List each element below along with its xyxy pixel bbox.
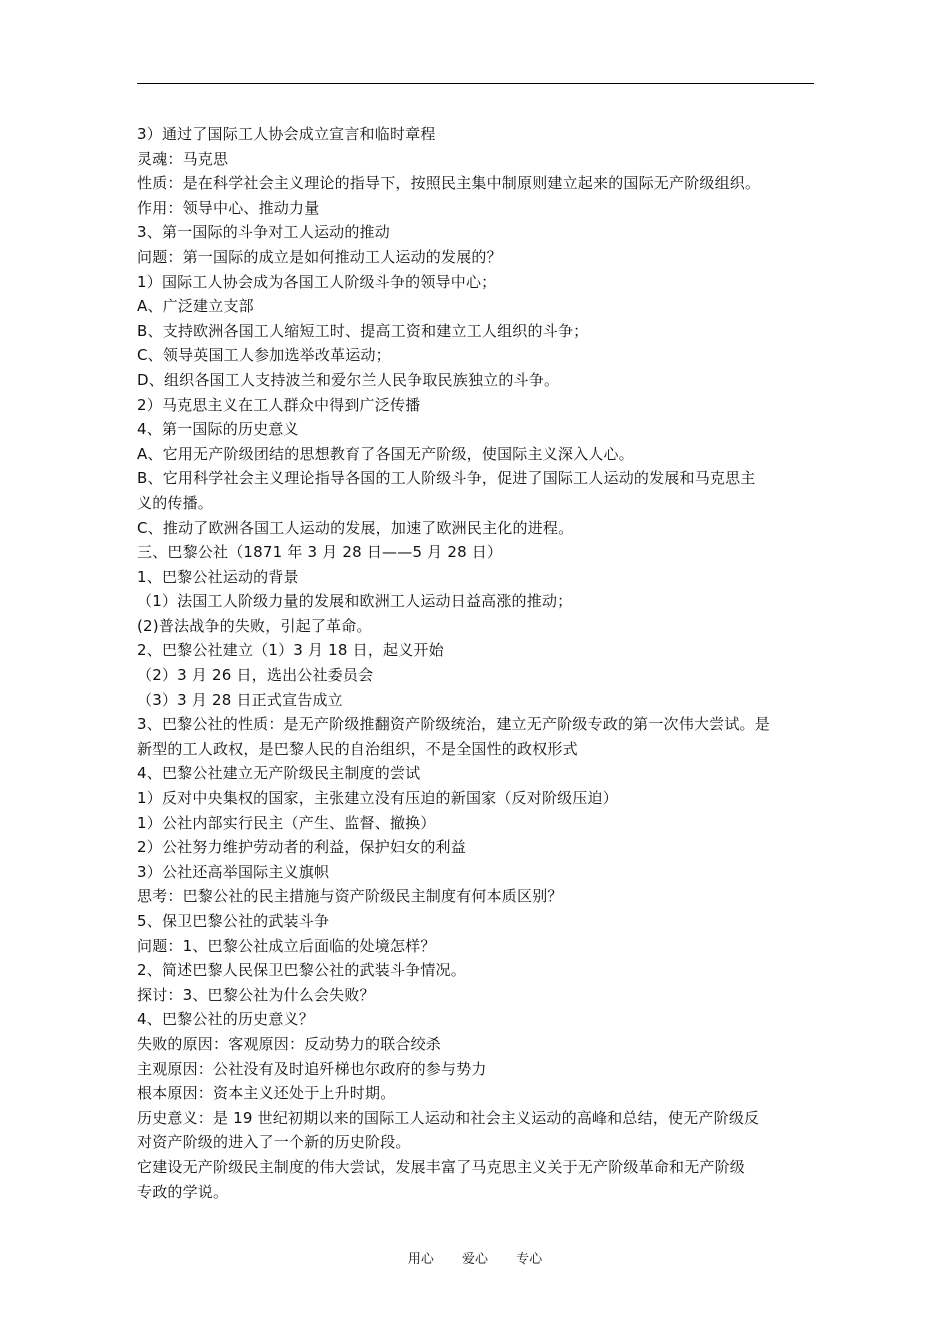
text-line: 1）公社内部实行民主（产生、监督、撤换） [137, 813, 436, 832]
text-line: 4、巴黎公社的历史意义？ [137, 1010, 314, 1029]
footer-word: 用心 [407, 1252, 434, 1267]
footer-word: 专心 [516, 1252, 543, 1267]
text-line: A、广泛建立支部 [137, 297, 254, 316]
text-line: 历史意义：是 19 世纪初期以来的国际工人运动和社会主义运动的高峰和总结，使无产阶级反 [137, 1108, 760, 1127]
text-line: 失败的原因：客观原因：反动势力的联合绞杀 [137, 1034, 442, 1053]
text-line: 5、保卫巴黎公社的武装斗争 [137, 912, 330, 930]
text-line: 1）反对中央集权的国家，主张建立没有压迫的新国家（反对阶级压迫） [137, 789, 618, 808]
header-rule [137, 83, 814, 84]
text-line: 性质：是在科学社会主义理论的指导下，按照民主集中制原则建立起来的国际无产阶级组织。 [137, 174, 761, 193]
text-line: B、支持欧洲各国工人缩短工时、提高工资和建立工人组织的斗争； [137, 321, 589, 340]
body-text [137, 122, 817, 1204]
text-line: 它建设无产阶级民主制度的伟大尝试，发展丰富了马克思主义关于无产阶级革命和无产阶级 [137, 1157, 746, 1176]
text-line: 义的传播。 [137, 493, 214, 512]
text-line: C、领导英国工人参加选举改革运动； [137, 346, 391, 365]
text-line: 1）国际工人协会成为各国工人阶级斗争的领导中心； [137, 272, 497, 291]
text-line: 2、简述巴黎人民保卫巴黎公社的武装斗争情况。 [137, 961, 466, 980]
text-line: 主观原因：公社没有及时追歼梯也尔政府的参与势力 [137, 1059, 487, 1078]
text-line: 作用：领导中心、推动力量 [137, 198, 320, 217]
text-line: (2)普法战争的失败，引起了革命。 [137, 616, 372, 635]
text-line: （3）3 月 28 日正式宣告成立 [137, 690, 343, 709]
text-line: （1）法国工人阶级力量的发展和欧洲工人运动日益高涨的推动； [137, 592, 573, 611]
text-line: 2）马克思主义在工人群众中得到广泛传播 [137, 395, 421, 414]
text-line: 2）公社努力维护劳动者的利益，保护妇女的利益 [137, 838, 466, 857]
text-line: 新型的工人政权，是巴黎人民的自治组织，不是全国性的政权形式 [137, 739, 578, 758]
text-line: 问题：1、巴黎公社成立后面临的处境怎样？ [137, 936, 436, 955]
text-line: 三、巴黎公社（1871 年 3 月 28 日——5 月 28 日） [137, 543, 503, 562]
text-line: D、组织各国工人支持波兰和爱尔兰人民争取民族独立的斗争。 [137, 370, 560, 389]
text-line: 3、巴黎公社的性质：是无产阶级推翻资产阶级统治，建立无产阶级专政的第一次伟大尝试。是 [137, 715, 770, 734]
text-line: 4、第一国际的历史意义 [137, 420, 299, 439]
text-line: C、推动了欧洲各国工人运动的发展，加速了欧洲民主化的进程。 [137, 518, 574, 537]
page-footer [0, 1248, 950, 1267]
text-line: 4、巴黎公社建立无产阶级民主制度的尝试 [137, 764, 421, 783]
text-line: 问题：第一国际的成立是如何推动工人运动的发展的？ [137, 247, 502, 266]
text-line: 探讨：3、巴黎公社为什么会失败？ [137, 985, 375, 1004]
text-line: 2、巴黎公社建立（1）3 月 18 日，起义开始 [137, 641, 444, 660]
text-line: 1、巴黎公社运动的背景 [137, 567, 299, 586]
text-line: 3）公社还高举国际主义旗帜 [137, 862, 330, 881]
text-line: A、它用无产阶级团结的思想教育了各国无产阶级，使国际主义深入人心。 [137, 444, 634, 463]
text-line: 3、第一国际的斗争对工人运动的推动 [137, 223, 390, 242]
text-line: 专政的学说。 [137, 1182, 229, 1201]
text-line: 思考：巴黎公社的民主措施与资产阶级民主制度有何本质区别？ [137, 887, 563, 906]
text-line: 根本原因：资本主义还处于上升时期。 [137, 1084, 396, 1103]
text-line: （2）3 月 26 日，选出公社委员会 [137, 666, 374, 685]
text-line: 灵魂：马克思 [137, 149, 229, 168]
text-line: 对资产阶级的进入了一个新的历史阶段。 [137, 1133, 411, 1152]
footer-word: 爱心 [461, 1252, 488, 1267]
text-line: B、它用科学社会主义理论指导各国的工人阶级斗争，促进了国际工人运动的发展和马克思主 [137, 469, 756, 488]
text-line: 3）通过了国际工人协会成立宣言和临时章程 [137, 125, 436, 143]
